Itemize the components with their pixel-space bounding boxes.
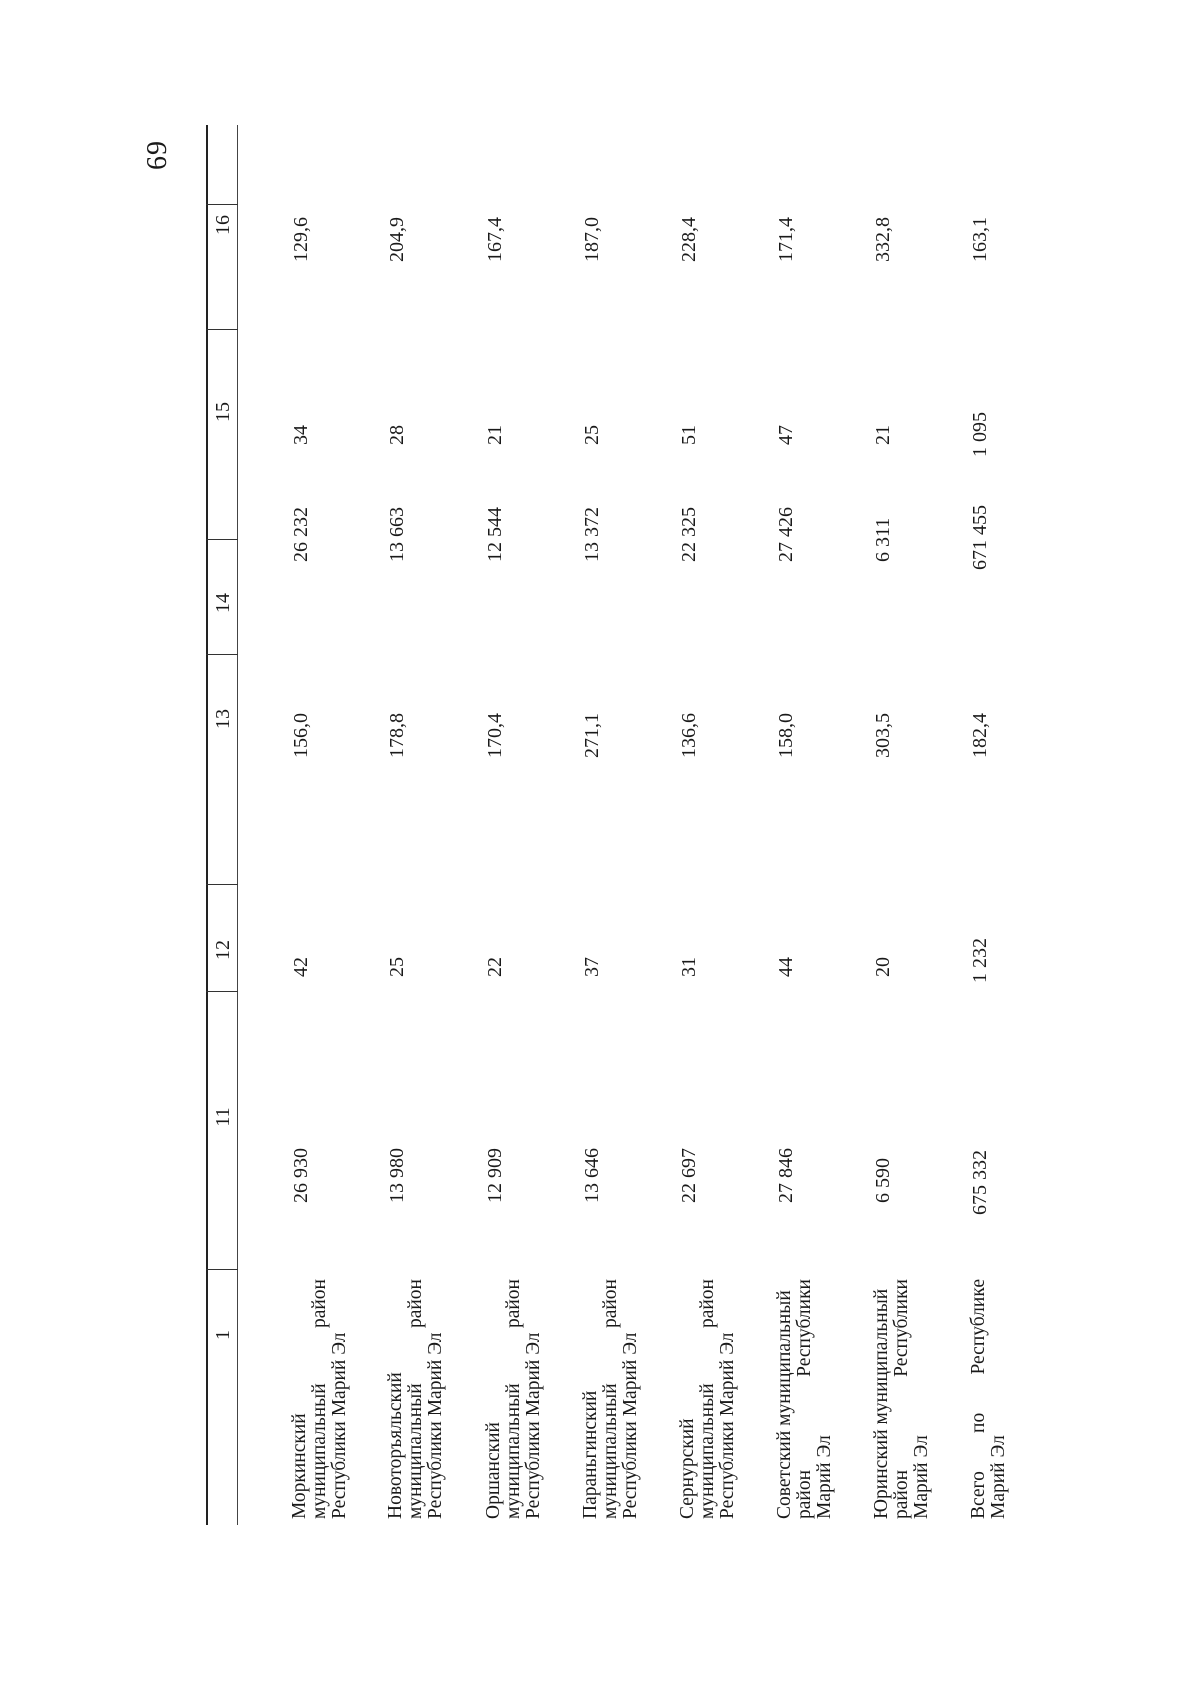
table-row-label: Параньгинский муниципальный район Республики Марий Эл [580, 1279, 641, 1519]
table-cell: 158,0 [775, 713, 797, 758]
table-cell: 21 [872, 425, 894, 445]
table-cell: 12 544 [484, 507, 506, 562]
table-cell: 167,4 [484, 217, 506, 262]
table-cell: 136,6 [678, 713, 700, 758]
table-top-rule [206, 125, 208, 1525]
table-cell: 182,4 [969, 713, 991, 758]
table-row-label: Оршанский муниципальный район Республики Марий Эл [483, 1279, 544, 1519]
page-number: 69 [142, 140, 173, 170]
table-cell: 187,0 [581, 217, 603, 262]
table-cell: 25 [581, 425, 603, 445]
table-cell: 22 325 [678, 507, 700, 562]
table-cell: 171,4 [775, 217, 797, 262]
table-cell: 303,5 [872, 713, 894, 758]
table-cell: 27 846 [775, 1148, 797, 1203]
table-row-label: Сернурский муниципальный район Республики Марий Эл [677, 1279, 738, 1519]
column-header: 11 [212, 1107, 234, 1127]
header-divider [206, 539, 238, 540]
table-cell: 44 [775, 957, 797, 977]
table-cell: 170,4 [484, 713, 506, 758]
table-cell: 228,4 [678, 217, 700, 262]
table-cell: 31 [678, 957, 700, 977]
table-cell: 34 [290, 425, 312, 445]
column-header: 16 [212, 215, 234, 235]
table-header-rule [237, 125, 238, 1525]
table-cell: 271,1 [581, 713, 603, 758]
header-divider [206, 991, 238, 992]
table-cell: 6 311 [872, 517, 894, 562]
table-cell: 13 646 [581, 1148, 603, 1203]
table-cell: 26 232 [290, 507, 312, 562]
column-header: 1 [212, 1330, 234, 1340]
table-cell: 163,1 [969, 217, 991, 262]
column-header: 15 [212, 402, 234, 422]
table-cell: 13 663 [386, 507, 408, 562]
table-cell: 12 909 [484, 1148, 506, 1203]
table-cell: 22 [484, 957, 506, 977]
table-cell: 6 590 [872, 1158, 894, 1203]
table-cell: 26 930 [290, 1148, 312, 1203]
table-cell: 51 [678, 425, 700, 445]
header-divider [206, 329, 238, 330]
header-divider [206, 654, 238, 655]
header-divider [206, 1269, 238, 1270]
table-cell: 156,0 [290, 713, 312, 758]
table-cell: 1 095 [969, 412, 991, 457]
table-row-label: Новоторъяльский муниципальный район Республики Марий Эл [385, 1279, 446, 1519]
table-cell: 1 232 [969, 938, 991, 983]
table-cell: 47 [775, 425, 797, 445]
table-cell: 13 372 [581, 507, 603, 562]
table-cell: 178,8 [386, 713, 408, 758]
table-cell: 204,9 [386, 217, 408, 262]
table-cell: 27 426 [775, 507, 797, 562]
table-cell: 332,8 [872, 217, 894, 262]
table-cell: 13 980 [386, 1148, 408, 1203]
table-row-label: Юринский муниципальный район Республики Марий Эл [871, 1279, 932, 1519]
table-cell: 20 [872, 957, 894, 977]
table-row-label: Советский муниципальный район Республики Марий Эл [774, 1279, 835, 1519]
table-cell: 42 [290, 957, 312, 977]
table-cell: 28 [386, 425, 408, 445]
table-row-label: Моркинский муниципальный район Республики Марий Эл [289, 1279, 350, 1519]
table-cell: 129,6 [290, 217, 312, 262]
table-cell: 22 697 [678, 1148, 700, 1203]
table-cell: 25 [386, 957, 408, 977]
table-cell: 37 [581, 957, 603, 977]
column-header: 12 [212, 940, 234, 960]
header-divider [206, 884, 238, 885]
table-cell: 675 332 [969, 1150, 991, 1215]
column-header: 13 [212, 709, 234, 729]
column-header: 14 [212, 593, 234, 613]
table-row-label-total: Всего по Республике Марий Эл [968, 1279, 1009, 1519]
table-cell: 21 [484, 425, 506, 445]
table-cell: 671 455 [969, 505, 991, 570]
